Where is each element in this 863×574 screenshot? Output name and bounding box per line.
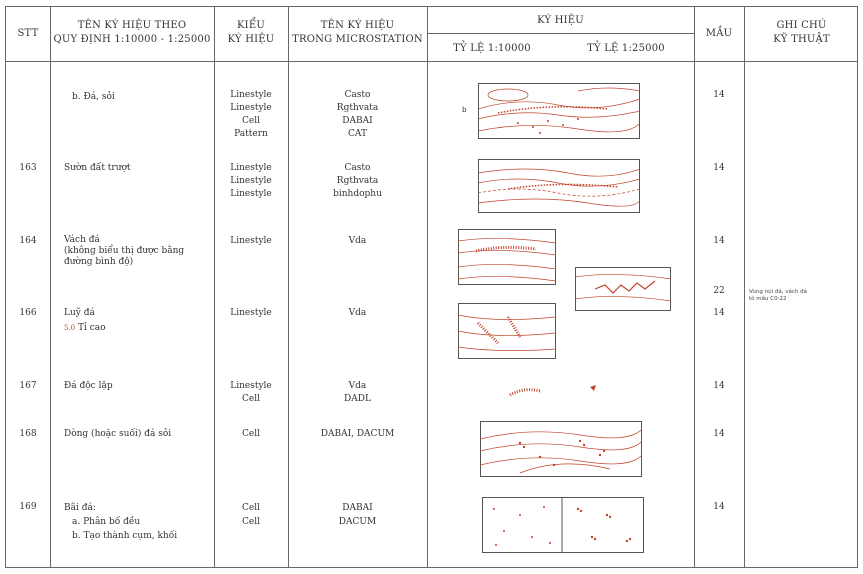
row-types: Cell [242, 429, 260, 439]
row-stt: 168 [19, 429, 37, 439]
column-divider [50, 7, 51, 567]
row-color: 14 [713, 502, 725, 512]
symbol-subheader-divider [427, 33, 694, 34]
row-name: Đá độc lập [64, 381, 113, 391]
header-symbol: KÝ HIỆU [537, 15, 584, 26]
boulder-field-symbol [482, 497, 644, 553]
row-color: 14 [713, 90, 725, 100]
row-name: Sườn đất trượt [64, 163, 131, 173]
technical-note: Vùng núi đá, vách đá tô mầu C0-22 [749, 289, 807, 302]
row-name: Dòng (hoặc suối) đá sỏi [64, 429, 172, 439]
row-types: Linestyle [230, 236, 272, 246]
row-ms-names: Vda DADL [344, 381, 371, 404]
row-ms-names: Casto Rgthvata binhdophu [333, 163, 382, 199]
rock-ridge-symbol [458, 303, 556, 359]
row-types: Linestyle Linestyle Linestyle [230, 163, 272, 199]
row-stt: 169 [19, 502, 37, 512]
column-divider [744, 7, 745, 567]
header-stt: STT [17, 28, 39, 39]
header-scale-10000: TỶ LỆ 1:10000 [453, 43, 531, 54]
header-type: KIỂU KÝ HIỆU [227, 20, 275, 45]
row-ms-names: Vda [348, 308, 367, 318]
header-note: GHI CHÚ KỸ THUẬT [773, 20, 830, 45]
landslide-slope-symbol [478, 159, 640, 213]
row-types: Linestyle [230, 308, 272, 318]
row-ms-names: DABAI, DACUM [320, 429, 395, 439]
header-color: MẦU [705, 28, 733, 39]
column-divider [427, 7, 428, 567]
row-name: Luỹ đá [64, 308, 95, 318]
row-color: 14 [713, 163, 725, 173]
row-color: 14 [713, 381, 725, 391]
row-ms-names: DABAI DACUM [338, 503, 377, 527]
stone-gravel-symbol [478, 83, 640, 139]
row-types: Linestyle Cell [230, 381, 272, 404]
row-color: 14 [713, 429, 725, 439]
symbol-table [5, 6, 858, 568]
row-name: Vách đá (không biểu thị được bằng đường bình độ) [64, 235, 185, 267]
row-color: 14 [713, 308, 725, 318]
row-types: Cell Cell [242, 503, 260, 527]
gravel-stream-symbol [480, 421, 642, 477]
row-name-sub: 5.0 Tỉ cao [64, 323, 106, 333]
row-stt: 167 [19, 381, 37, 391]
header-ms-name: TÊN KÝ HIỆU TRONG MICROSTATION [292, 20, 423, 45]
row-stt: 164 [19, 236, 37, 246]
row-name: b. Đá, sỏi [72, 92, 115, 102]
row-ms-names: Vda [348, 236, 367, 246]
row-stt: 166 [19, 308, 37, 318]
cliff-symbol [458, 229, 556, 285]
relative-height-number: 5.0 [64, 324, 76, 332]
cliff-symbol-25000 [575, 267, 671, 311]
row-stt: 163 [19, 163, 37, 173]
row-ms-names: Casto Rgthvata DABAI CAT [336, 90, 379, 139]
row-color: 22 [713, 286, 725, 296]
row-color: 14 [713, 236, 725, 246]
header-scale-25000: TỶ LỆ 1:25000 [587, 43, 665, 54]
header-name: TÊN KÝ HIỆU THEO QUY ĐỊNH 1:10000 - 1:25000 [53, 20, 211, 45]
symbol-letter-b: b [462, 106, 467, 114]
header-divider [6, 61, 857, 62]
isolated-rock-symbol [506, 379, 606, 401]
row-name: Bãi đá: a. Phân bố đều b. Tạo thành cụm, khối [64, 503, 178, 541]
row-types: Linestyle Linestyle Cell Pattern [230, 90, 272, 139]
